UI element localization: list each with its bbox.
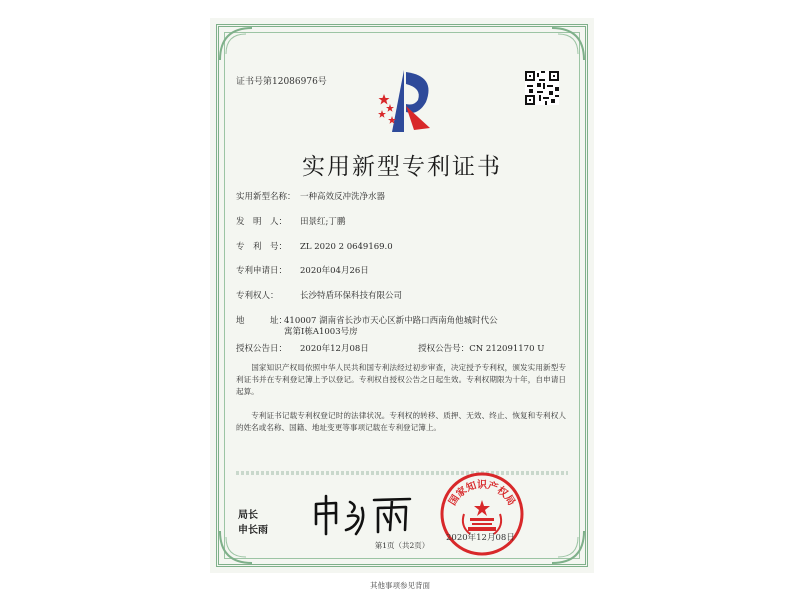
director-title: 局长 — [238, 510, 258, 521]
statement-paragraph-2: 专利证书记载专利权登记时的法律状况。专利权的转移、质押、无效、终止、恢复和专利权人的姓名或名称、国籍、地址变更等事项记载在专利登记簿上。 — [236, 411, 566, 432]
page-number: 第1页（共2页） — [374, 541, 430, 550]
field-label: 专利权人： — [236, 291, 279, 301]
certificate-sheet — [210, 18, 594, 573]
field-value: ZL 2020 2 0649169.0 — [300, 242, 393, 252]
certificate-number: 证书号第12086976号 — [236, 77, 327, 87]
field-value: 田景红;丁鹏 — [300, 217, 346, 227]
field-patentee — [236, 289, 402, 301]
field-label: 授权公告日： — [236, 344, 288, 354]
seal-text: 国家知识产权局 — [447, 480, 517, 508]
field-value: 2020年04月26日 — [300, 266, 369, 276]
field-label: 专 利 号： — [236, 242, 288, 252]
seal-date: 2020年12月08日 — [446, 533, 515, 543]
field-address-line2: 寓第I栋A1003号房 — [284, 327, 358, 337]
field-utility-model-name — [236, 190, 385, 202]
field-label: 发 明 人： — [236, 217, 288, 227]
footer-note: 其他事项参见背面 — [370, 581, 430, 590]
statement-paragraph-1: 国家知识产权局依照中华人民共和国专利法经过初步审查，决定授予专利权，颁发实用新型专利证书并在专利登记簿上予以登记。专利权自授权公告之日起生效。专利权期限为十年，自申请日起算。 — [236, 363, 566, 396]
field-application-date — [236, 264, 369, 276]
field-address — [236, 314, 498, 326]
signature-icon — [308, 490, 418, 540]
field-value: 长沙特盾环保科技有限公司 — [300, 291, 403, 301]
corner-flourish-icon — [216, 24, 256, 64]
field-label: 授权公告号： — [418, 344, 470, 354]
director-name: 申长雨 — [238, 525, 268, 536]
field-value: 2020年12月08日 — [300, 344, 369, 354]
certificate-title: 实用新型专利证书 — [302, 154, 502, 180]
field-label: 专利申请日： — [236, 266, 288, 276]
field-label: 地 址： — [236, 316, 288, 326]
field-value: 410007 湖南省长沙市天心区新中路口西南角他城时代公 — [284, 316, 498, 326]
field-value: 一种高效反冲洗净水器 — [300, 192, 386, 202]
field-inventor — [236, 215, 345, 227]
field-label: 实用新型名称： — [236, 192, 296, 202]
field-grant-date — [236, 342, 544, 354]
field-value: CN 212091170 U — [469, 344, 545, 354]
patent-emblem-icon — [370, 66, 440, 136]
corner-flourish-icon — [548, 24, 588, 64]
qr-code-icon — [525, 71, 559, 105]
field-patent-number — [236, 240, 393, 252]
